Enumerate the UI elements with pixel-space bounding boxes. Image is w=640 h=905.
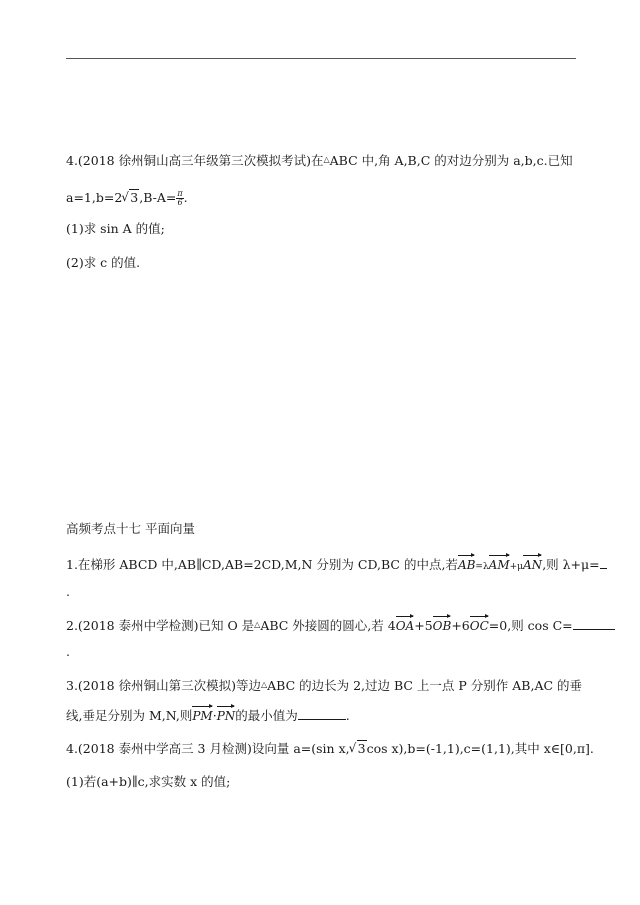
fraction-pi-over-6 [176, 190, 183, 207]
q4-statement-line1 [66, 152, 573, 169]
q3-line2: 线,垂足分别为 M,N,则PM·PN的最小值为 . [66, 708, 350, 723]
q4b-text-b: cos x),b=(-1,1),c=(1,1),其中 x∈[0,π]. [366, 741, 594, 756]
q3-line2-a: 线,垂足分别为 M,N,则 [66, 708, 193, 723]
header-rule [66, 58, 576, 59]
q2-coef-5: +5 [414, 618, 433, 633]
q2-text-c: =0,则 cos C= [488, 618, 573, 633]
sqrt-symbol [122, 190, 139, 206]
q3-text-b: ABC 的边长为 2,过边 BC 上一点 P 分别作 AB,AC 的垂 [267, 678, 583, 693]
q4-given-a: a=1,b=2 [66, 190, 123, 205]
answer-blank [298, 719, 346, 720]
q2-coef-6: +6 [451, 618, 470, 633]
sqrt-symbol [350, 741, 367, 757]
section-heading: 高频考点十七 平面向量 [66, 521, 195, 536]
q4-text-b: ABC 中,角 A,B,C 的对边分别为 a,b,c.已知 [329, 153, 573, 168]
fraction-denominator: 6 [177, 198, 183, 207]
fraction-numerator: π [177, 189, 183, 198]
vector-am: AM [488, 558, 510, 572]
triangle-icon: △ [254, 620, 261, 629]
q4-text-a: 4.(2018 徐州铜山高三年级第三次模拟考试)在 [66, 153, 324, 168]
q4-given-end: . [183, 190, 188, 205]
vector-ab: AB [457, 558, 476, 572]
q2-line [66, 617, 615, 634]
q2-text-b: ABC 外接圆的圆心,若 4 [260, 618, 396, 633]
q1-line [66, 557, 607, 575]
q4b-line [66, 741, 594, 757]
answer-blank [600, 568, 607, 569]
q4-statement-line2 [66, 190, 188, 207]
q4-part2: (2)求 c 的值. [66, 255, 141, 270]
vector-ob: OB [432, 619, 452, 633]
sqrt-radicand: 3 [357, 741, 366, 756]
q4b-text-a: 4.(2018 泰州中学高三 3 月检测)设向量 a=(sin x, [66, 741, 350, 756]
vector-oc: OC [469, 619, 489, 633]
vector-an: AN [523, 558, 543, 572]
triangle-icon: △ [323, 155, 330, 164]
q3-line1 [66, 677, 582, 694]
q1-eq-lambda: =λ [475, 562, 489, 572]
q3-line2-b: 的最小值为 [235, 708, 298, 723]
q1-text-b: ,则 λ+μ= [542, 557, 600, 572]
q3-text-a: 3.(2018 徐州铜山第三次模拟)等边 [66, 678, 261, 693]
q4b-part1: (1)若(a+b)∥c,求实数 x 的值; [66, 774, 231, 789]
q1-continuation: . [66, 584, 70, 599]
vector-pm: PM [192, 709, 213, 723]
sqrt-radicand: 3 [130, 190, 139, 205]
q4-part1: (1)求 sin A 的值; [66, 221, 165, 236]
q1-plus-mu: +μ [509, 562, 524, 572]
answer-blank [573, 629, 615, 630]
q2-text-a: 2.(2018 泰州中学检测)已知 O 是 [66, 618, 255, 633]
vector-pn: PN [216, 709, 236, 723]
dot-product-symbol: · [212, 708, 217, 723]
q4-given-b: ,B-A= [139, 190, 177, 205]
triangle-icon: △ [260, 680, 268, 689]
vector-oa: OA [395, 619, 415, 633]
q2-continuation: . [66, 644, 70, 659]
q1-text-a: 1.在梯形 ABCD 中,AB∥CD,AB=2CD,M,N 分别为 CD,BC 的中点,若 [66, 557, 458, 572]
